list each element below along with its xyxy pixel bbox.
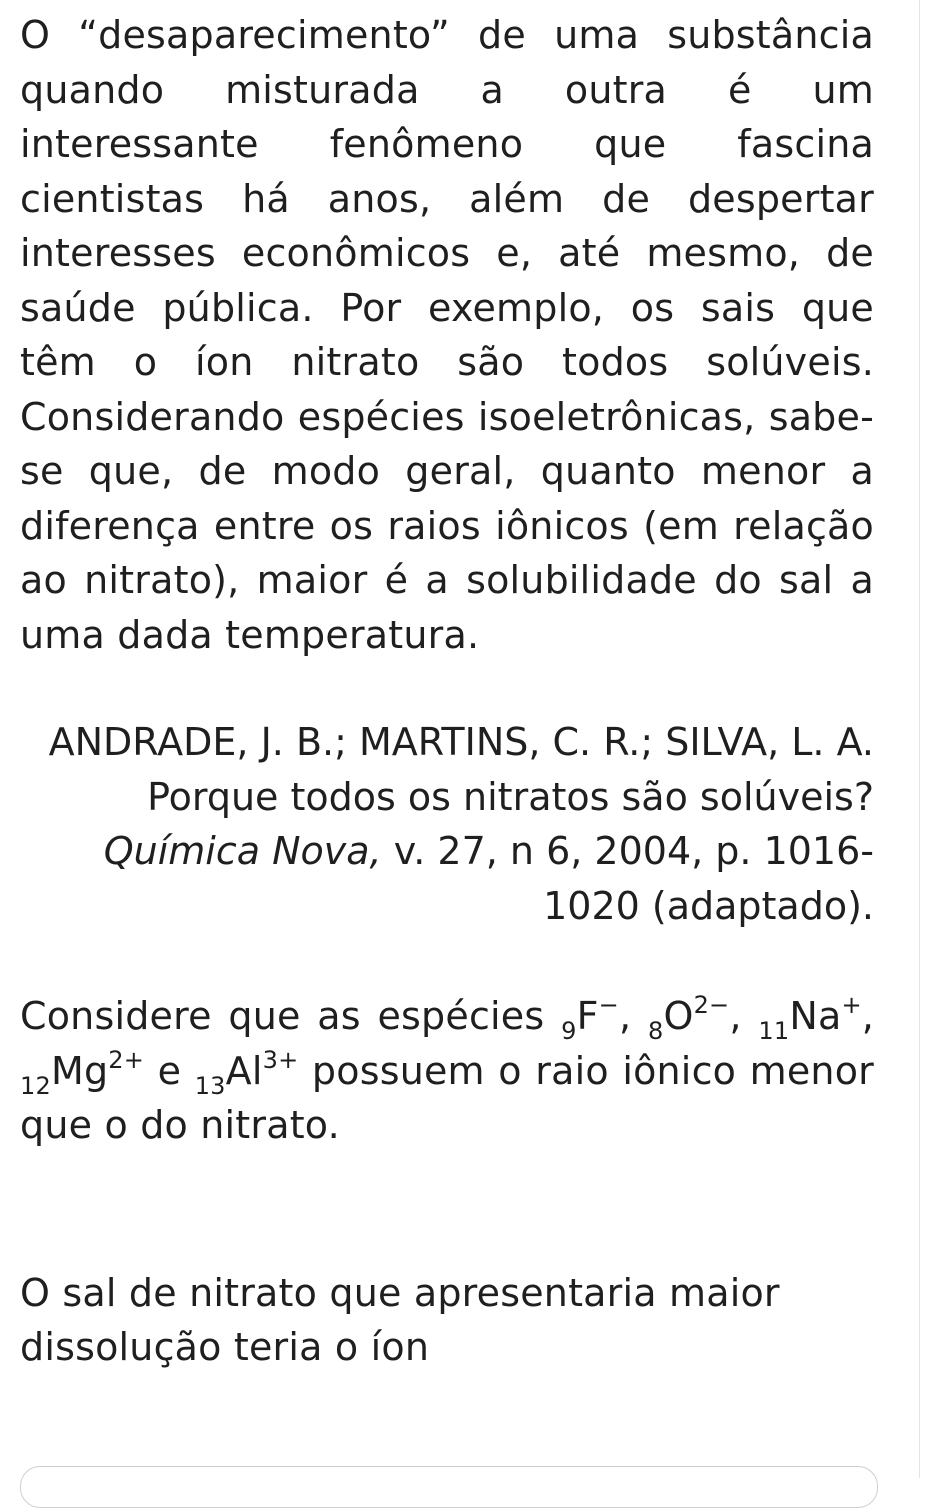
citation (20, 715, 874, 933)
species-sodium: $_{11}$Na+ (758, 991, 862, 1045)
citation-authors-title: ANDRADE, J. B.; MARTINS, C. R.; SILVA, L. A. Porque todos os nitratos são solúveis? (48, 720, 874, 819)
species-connector: e (157, 1048, 182, 1093)
species-fluoride: $_9$F− (561, 991, 619, 1045)
species-intro: Considere que as espécies (20, 994, 545, 1038)
question-content (20, 8, 874, 1375)
species-outro: possuem o raio iônico menor que o do nitrato. (20, 1048, 874, 1147)
citation-details: v. 27, n 6, 2004, p. 1016-1020 (adaptado). (381, 829, 874, 928)
context-paragraph: O “desaparecimento” de uma substância quando misturada a outra é um interessante fenômeno que fascina cientistas há anos, além de despertar interesses econômicos e, até mesmo, de saúde pública. Por exemplo, os sais que têm o íon nitrato são todos solúveis. Considerando espécies isoeletrônicas, sabe-se que, de modo geral, quanto menor a diferença entre os raios iônicos (em relação ao nitrato), maior é a solubilidade do sal a uma dada temperatura. (20, 13, 874, 657)
species-aluminum: $_{13}Al^{3+}$ (194, 1045, 299, 1100)
question-prompt: O sal de nitrato que apresentaria maior dissolução teria o íon (20, 1270, 780, 1369)
answer-option-card[interactable] (20, 1466, 878, 1508)
species-paragraph: Considere que as espécies $_9$F−, $_8O^{2-}$, $_{11}$Na+, $_{12}Mg^{2+}$ e $_{13}Al^{3+}$ possuem o raio iônico menor que o do nitrato. (20, 991, 875, 1147)
right-divider (919, 0, 920, 1478)
citation-journal: Química Nova, (103, 829, 382, 873)
species-magnesium: $_{12}Mg^{2+}$ (20, 1045, 145, 1100)
species-oxide: $_8O^{2-}$ (647, 991, 730, 1045)
